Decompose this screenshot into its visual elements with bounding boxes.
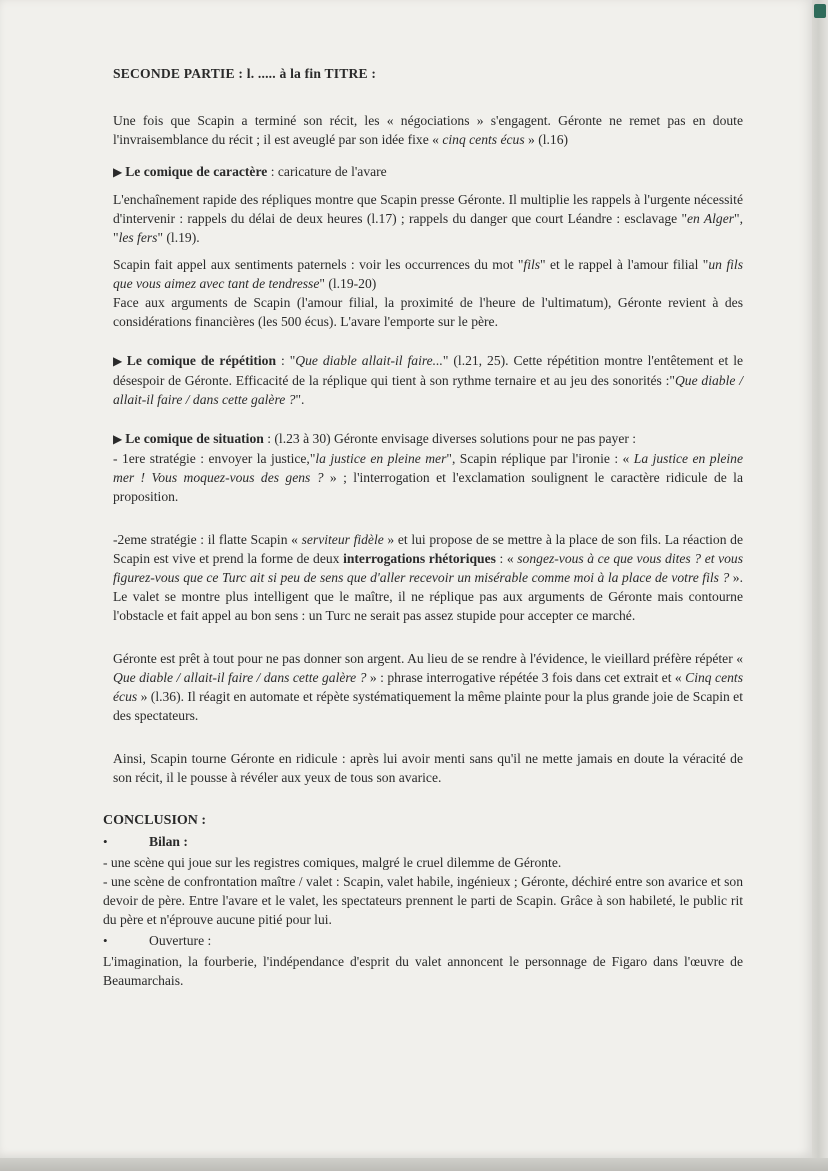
binder-tab (814, 4, 826, 18)
paragraph-caractere-3: Face aux arguments de Scapin (l'amour filial, la proximité de l'heure de l'ultimatum), Géronte revient à des considérations financières (les 500 écus). L'avare l'emporte sur le père. (113, 295, 743, 329)
paragraph-caractere-2: Scapin fait appel aux sentiments paternels : voir les occurrences du mot "fils" et le rappel à l'amour filial "un fils que vous aimez avec tant de tendresse" (l.19-20) (113, 257, 743, 291)
paragraph-situation-heading: ▶ Le comique de situation : (l.23 à 30) Géronte envisage diverses solutions pour ne pas payer : (113, 431, 637, 446)
paragraph-situation-strategy-2: -2eme stratégie : il flatte Scapin « serviteur fidèle » et lui propose de se mettre à la place de son fils. La réaction de Scapin est vive et prend la forme de deux interrogations rhétoriques : « songez-vous à ce que vous dites ? et vous figurez-vous que ce Turc ait si peu de sens que d'aller recevoir un misérable comme moi à la place de votre fils ? ». Le valet se montre plus intelligent que le maître, il ne réplique pas aux arguments de Géronte mais contourne l'obstacle et fait appel au bon sens : un Turc ne serait pas assez stupide pour accepter ce marché. (113, 532, 744, 623)
page-bottom-edge (0, 1158, 828, 1171)
paragraph-caractere-1: L'enchaînement rapide des répliques montre que Scapin presse Géronte. Il multiplie les rappels à l'urgente nécessité d'intervenir : rappels du délai de deux heures (l.17) ; rappels du danger que court Léandre : esclavage "en Alger", "les fers" (l.19). (113, 192, 743, 245)
paragraph-geronte: Géronte est prêt à tout pour ne pas donner son argent. Au lieu de se rendre à l'évidence, le vieillard préfère répéter « Que diable / allait-il faire / dans cette galère ? » : phrase interrogative répétée 3 fois dans cet extrait et « Cinq cents écus » (l.36). Il réagit en automate et répète systématiquement la même plainte pour la plus grande joie de Scapin et des spectateurs. (113, 651, 743, 723)
binder-edge (812, 0, 828, 1171)
paragraph-ainsi: Ainsi, Scapin tourne Géronte en ridicule : après lui avoir menti sans qu'il ne mette jamais en doute la véracité de son récit, il le pousse à révéler aux yeux de tous son avarice. (113, 751, 743, 785)
ouverture-text: L'imagination, la fourberie, l'indépendance d'esprit du valet annoncent le personnage de Figaro dans l'œuvre de Beaumarchais. (103, 954, 743, 988)
page-title: SECONDE PARTIE : l. ..... à la fin TITRE : (113, 66, 377, 81)
arrow-right-icon: ▶ (113, 432, 123, 446)
bullet-icon: • (103, 834, 108, 849)
bilan-heading: • Bilan : (103, 834, 188, 849)
bullet-icon: • (103, 933, 108, 948)
paragraph-repetition: ▶ Le comique de répétition : "Que diable allait-il faire..." (l.21, 25). Cette répétition montre l'entêtement et le désespoir de Géronte. Efficacité de la réplique qui tient à son rythme ternaire et au jeu des sonorités :"Que diable / allait-il faire / dans cette galère ?". (113, 353, 744, 407)
document-content (103, 64, 743, 990)
conclusion-title: CONCLUSION : (103, 813, 207, 828)
section-heading-caractere: ▶ Le comique de caractère : caricature de l'avare (113, 164, 387, 179)
ouverture-heading: • Ouverture : (103, 933, 212, 948)
arrow-right-icon: ▶ (113, 165, 123, 179)
intro-paragraph: Une fois que Scapin a terminé son récit, les « négociations » s'engagent. Géronte ne remet pas en doute l'invraisemblance du récit ; il est aveuglé par son idée fixe « cinq cents écus » (l.16) (113, 113, 743, 147)
arrow-right-icon: ▶ (113, 354, 124, 368)
bilan-line-2: - une scène de confrontation maître / valet : Scapin, valet habile, ingénieux ; Géronte, déchiré entre son avarice et son devoir de père. Entre l'avare et le valet, les spectateurs prennent le parti de Scapin. Grâce à son habileté, le public rit du père et n'éprouve aucune pitié pour lui. (103, 874, 743, 927)
quote: cinq cents écus (442, 132, 525, 147)
bilan-line-1: - une scène qui joue sur les registres comiques, malgré le cruel dilemme de Géronte. (103, 855, 562, 870)
paragraph-situation-strategy-1: - 1ere stratégie : envoyer la justice,"la justice en pleine mer", Scapin réplique par l'ironie : « La justice en pleine mer ! Vous moquez-vous des gens ? » ; l'interrogation et l'exclamation soulignent le caractère ridicule de la proposition. (113, 451, 743, 504)
